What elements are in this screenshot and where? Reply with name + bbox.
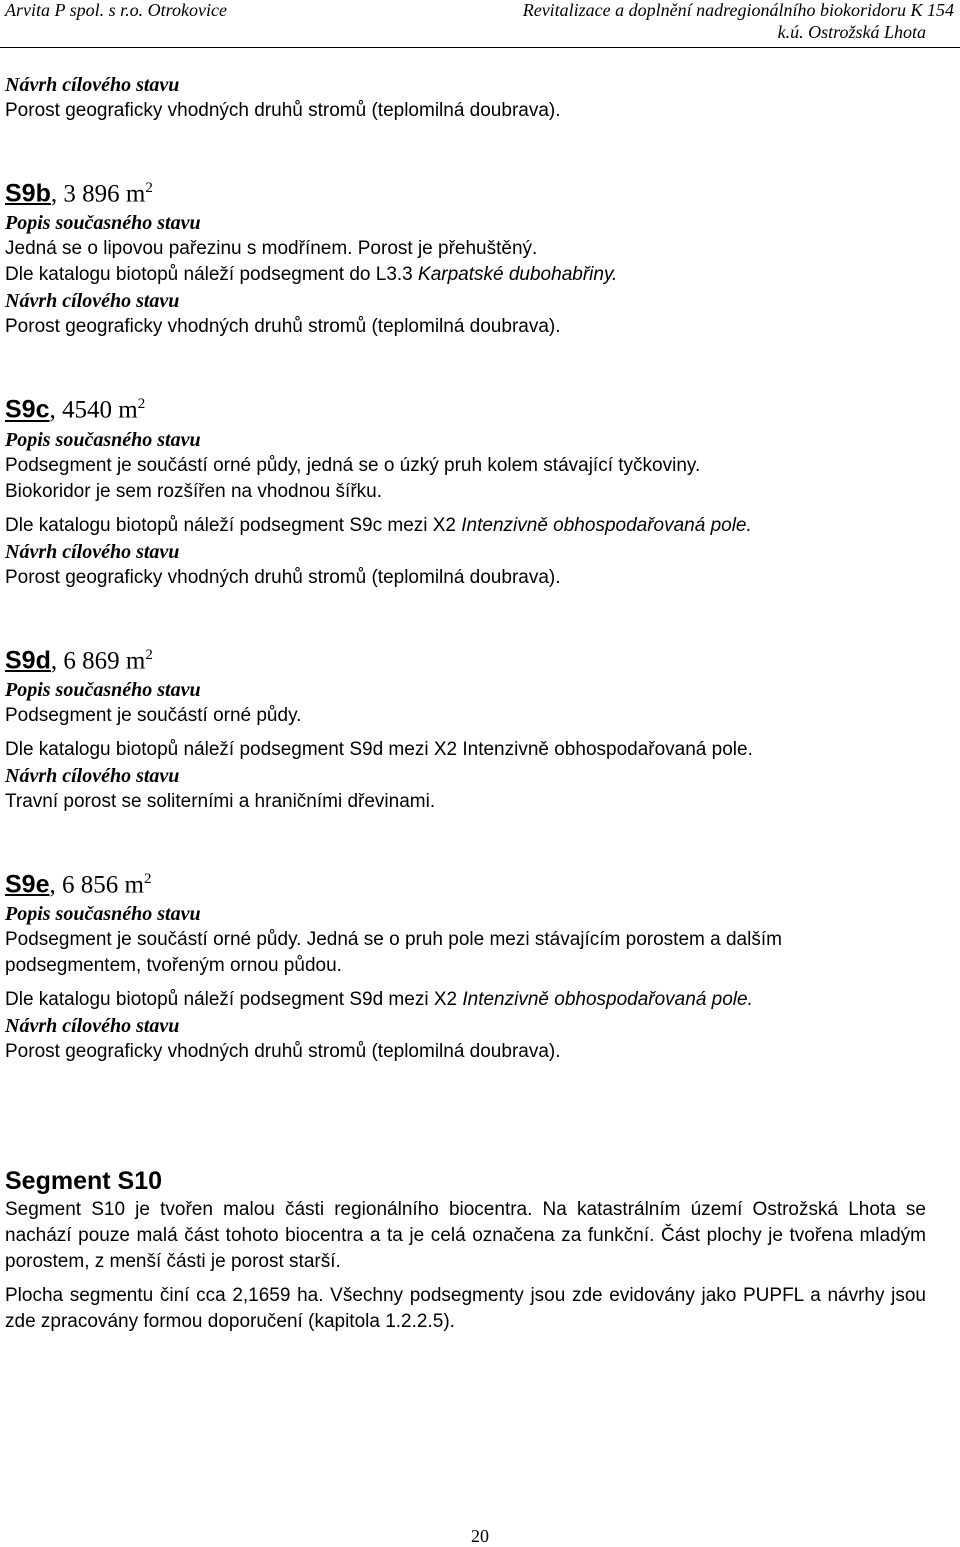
subsegment-title (5, 639, 926, 677)
current-state-text-2: podsegmentem, tvořeným ornou půdou. (5, 955, 342, 977)
subsegment-code: S9e (5, 870, 50, 899)
current-state-heading: Popis současného stavu (5, 428, 201, 451)
current-state-text: Jedná se o lipovou pařezinu s modřínem. Porost je přehuštěný. (5, 238, 538, 260)
area-unit-exponent: 2 (145, 180, 153, 196)
biotope-catalog-prefix: Dle katalogu biotopů náleží podsegment do L3.3 (5, 264, 419, 286)
current-state-text: Podsegment je součástí orné půdy. Jedná se o pruh pole mezi stávajícím porostem a dalším (5, 929, 782, 951)
target-state-heading: Návrh cílového stavu (5, 290, 180, 313)
segment-heading: Segment S10 (5, 1167, 163, 1196)
biotope-name: Intenzivně obhospodařovaná pole. (462, 989, 753, 1011)
current-state-text: Podsegment je součástí orné půdy, jedná se o úzký pruh kolem stávající tyčkoviny. (5, 454, 701, 476)
subsegment-s9b (5, 172, 926, 340)
document-body (5, 72, 926, 1335)
target-state-text: Porost geograficky vhodných druhů stromů (teplomilná doubrava). (5, 566, 561, 588)
target-state-text: Travní porost se soliterními a hraničními dřevinami. (5, 790, 436, 812)
subsegment-area: , 3 896 m (50, 180, 146, 208)
current-state-heading: Popis současného stavu (5, 678, 201, 701)
subsegment-code: S9b (5, 179, 51, 208)
biotope-catalog-prefix: Dle katalogu biotopů náleží podsegment S9c mezi X2 (5, 514, 462, 536)
header-project-title: Revitalizace a doplnění nadregionálního biokoridoru K 154 (522, 0, 954, 20)
page-header (0, 0, 960, 50)
biotope-catalog-text (5, 513, 926, 539)
subsegment-s9c (5, 388, 926, 590)
subsegment-s9e (5, 863, 926, 1065)
header-cadastral-area: k.ú. Ostrožská Lhota (777, 22, 926, 42)
subsegment-title (5, 388, 926, 426)
biotope-name: Intenzivně obhospodařovaná pole. (461, 514, 752, 536)
target-state-text: Porost geograficky vhodných druhů stromů (teplomilná doubrava). (5, 316, 561, 338)
area-unit-exponent: 2 (145, 646, 153, 663)
target-state-heading: Návrh cílového stavu (5, 540, 180, 563)
page-number: 20 (471, 1526, 489, 1546)
biotope-catalog-prefix: Dle katalogu biotopů náleží podsegment S9d mezi X2 (5, 989, 463, 1011)
header-company: Arvita P spol. s r.o. Otrokovice (5, 0, 227, 20)
current-state-heading: Popis současného stavu (5, 212, 201, 235)
biotope-catalog-text (5, 987, 926, 1013)
subsegment-area: , 6 856 m (49, 871, 144, 899)
segment-s10 (5, 1165, 926, 1335)
header-rule (0, 47, 960, 48)
segment-paragraph-2: Plocha segmentu činí cca 2,1659 ha. Všechny podsegmenty jsou zde evidovány jako PUPFL a návrhy jsou zde zpracovány formou doporučení (kapitola 1.2.2.5). (5, 1285, 926, 1333)
current-state-heading: Popis současného stavu (5, 903, 201, 926)
subsegment-area: , 4540 m (49, 396, 138, 424)
segment-paragraph-1: Segment S10 je tvořen malou části regionálního biocentra. Na katastrálním území Ostrožská Lhota se nachází pouze malá část tohoto biocentra a ta je celá označena za funkční. Část plochy je tvořena mladým porostem, z menší části je porost starší. (5, 1199, 926, 1273)
target-state-heading: Návrh cílového stavu (5, 1015, 180, 1038)
subsegment-title (5, 172, 926, 210)
biotope-name: Karpatské dubohabřiny. (418, 264, 618, 286)
target-state-text: Porost geograficky vhodných druhů stromů (teplomilná doubrava). (5, 1041, 561, 1063)
subsegment-code: S9c (5, 395, 50, 424)
current-state-text-2: Biokoridor je sem rozšířen na vhodnou šířku. (5, 480, 383, 502)
area-unit-exponent: 2 (143, 870, 152, 887)
current-state-text: Podsegment je součástí orné půdy. (5, 704, 302, 726)
target-state-heading: Návrh cílového stavu (5, 764, 180, 787)
subsegment-title (5, 863, 926, 901)
subsegment-code: S9d (5, 645, 51, 674)
biotope-catalog-text: Dle katalogu biotopů náleží podsegment S9d mezi X2 Intenzivně obhospodařovaná pole. (5, 738, 753, 760)
biotope-catalog-text (5, 262, 926, 288)
subsegment-s9d (5, 639, 926, 815)
intro-block (5, 72, 926, 124)
target-state-text: Porost geograficky vhodných druhů stromů (teplomilná doubrava). (5, 100, 561, 121)
target-state-heading: Návrh cílového stavu (5, 74, 180, 96)
subsegment-area: , 6 869 m (50, 646, 146, 674)
area-unit-exponent: 2 (137, 396, 146, 413)
